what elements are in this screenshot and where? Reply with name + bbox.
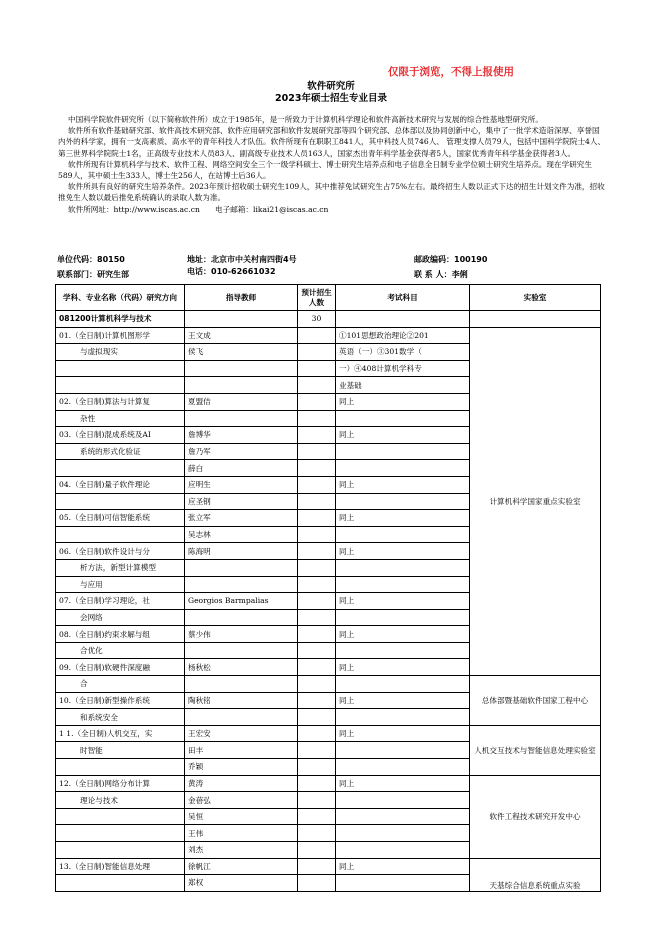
- exam-subjects: [336, 808, 470, 825]
- intro-contact-line: 软件所网址：http://www.iscas.ac.cn 电子邮箱：likai21@iscas.ac.cn: [68, 204, 329, 214]
- quota-cell: [298, 526, 336, 543]
- exam-subjects: 同上: [336, 626, 470, 643]
- research-direction: [56, 460, 185, 477]
- major-advisor-cell: [185, 311, 298, 328]
- research-direction: 杂性: [56, 410, 185, 427]
- exam-subjects: [336, 576, 470, 593]
- table-row: [56, 327, 601, 344]
- quota-cell: [298, 360, 336, 377]
- intro-paragraph: 软件所具有良好的研究生培养条件。2023年预计招收硕士研究生109人，其中推荐免试研究生占75%左右。最终招生人数以正式下达的招生计划文件为准，招收推免生人数以最后推免系统确认的录取人数为准。: [58, 182, 605, 203]
- exam-subjects: [336, 410, 470, 427]
- exam-subjects: [336, 742, 470, 759]
- quota-cell: [298, 609, 336, 626]
- watermark-notice: 仅限于浏览，不得上报使用: [388, 66, 514, 78]
- exam-subjects: 同上: [336, 593, 470, 610]
- exam-subjects: 同上: [336, 510, 470, 527]
- major-row: [56, 311, 601, 328]
- quota-cell: [298, 725, 336, 742]
- research-direction: 理论与技术: [56, 792, 185, 809]
- quota-cell: [298, 393, 336, 410]
- unit-code: 单位代码：80150: [57, 255, 125, 264]
- advisor: 杨秋松: [185, 659, 298, 676]
- advisor: 吴恒: [185, 808, 298, 825]
- quota-cell: [298, 410, 336, 427]
- research-direction: [56, 808, 185, 825]
- intro-paragraph: 软件所有软件基础研究部、软件高技术研究部、软件应用研究部和软件发展研究部等四个研究部、总体部以及协同创新中心，集中了一批学术造诣深厚、享誉国内外的科学家，拥有一支高素质、高水平的青年科技人才队伍。软件所现有在职职工841人，其中科技人员746人、 管理支撑人员79人，包括中国科学院院士4人、第三世界科学院院士1名，正高级专业技术人员83人、副高级专业技术人员163人，国家杰出青年科学基金获得者5人，国家优秀青年科学基金获得者3人。: [58, 126, 606, 158]
- research-direction: [56, 825, 185, 842]
- research-direction: 12.（全日制)网络分布计算: [56, 775, 185, 792]
- advisor: [185, 576, 298, 593]
- advisor: 侯飞: [185, 344, 298, 361]
- research-direction: [56, 842, 185, 859]
- major-exam-cell: [336, 311, 470, 328]
- exam-subjects: 一）④408计算机学科专: [336, 360, 470, 377]
- advisor: 乔颖: [185, 759, 298, 776]
- research-direction: 合: [56, 676, 185, 693]
- advisor: 吴志林: [185, 526, 298, 543]
- advisor: [185, 360, 298, 377]
- research-direction: 13.（全日制)智能信息处理: [56, 858, 185, 875]
- quota-cell: [298, 642, 336, 659]
- research-direction: 和系统安全: [56, 709, 185, 726]
- advisor: [185, 559, 298, 576]
- quota-cell: [298, 559, 336, 576]
- quota-cell: [298, 676, 336, 693]
- exam-subjects: [336, 842, 470, 859]
- exam-subjects: 同上: [336, 858, 470, 875]
- advisor: 詹乃军: [185, 443, 298, 460]
- research-direction: 05.（全日制)可信智能系统: [56, 510, 185, 527]
- exam-subjects: [336, 642, 470, 659]
- advisor: 王伟: [185, 825, 298, 842]
- advisor: 金蓓弘: [185, 792, 298, 809]
- table-row: [56, 725, 601, 742]
- research-direction: [56, 377, 185, 394]
- research-direction: 08.（全日制)约束求解与组: [56, 626, 185, 643]
- advisor: 张立军: [185, 510, 298, 527]
- advisor: 夏盟佶: [185, 393, 298, 410]
- advisor: [185, 676, 298, 693]
- quota-cell: [298, 427, 336, 444]
- major-quota: 30: [298, 311, 336, 328]
- quota-cell: [298, 659, 336, 676]
- research-direction: [56, 526, 185, 543]
- research-direction: 时智能: [56, 742, 185, 759]
- quota-cell: [298, 493, 336, 510]
- exam-subjects: 业基础: [336, 377, 470, 394]
- exam-subjects: 同上: [336, 692, 470, 709]
- advisor: Georgios Barmpalias: [185, 593, 298, 610]
- contact-person: 联 系 人：李俐: [414, 270, 468, 279]
- research-direction: 与应用: [56, 576, 185, 593]
- research-direction: 04.（全日制)量子软件理论: [56, 476, 185, 493]
- advisor: 应明生: [185, 476, 298, 493]
- advisor: 蔡少伟: [185, 626, 298, 643]
- exam-subjects: [336, 875, 470, 892]
- advisor: [185, 377, 298, 394]
- header-major: 学科、专业名称（代码）研究方向: [56, 285, 185, 311]
- phone: 电话：010-62661032: [187, 267, 276, 276]
- header-quota: 预计招生人数: [298, 285, 336, 311]
- advisor: 郑权: [185, 875, 298, 892]
- advisor: 薛白: [185, 460, 298, 477]
- advisor: 詹博华: [185, 427, 298, 444]
- advisor: [185, 410, 298, 427]
- intro-section: [58, 114, 606, 215]
- exam-subjects: [336, 493, 470, 510]
- address: 地址：北京市中关村南四街4号: [187, 255, 297, 264]
- quota-cell: [298, 742, 336, 759]
- research-direction: 系统的形式化验证: [56, 443, 185, 460]
- exam-subjects: 同上: [336, 476, 470, 493]
- quota-cell: [298, 510, 336, 527]
- exam-subjects: 英语（一）③301数学（: [336, 344, 470, 361]
- advisor: 陈海明: [185, 543, 298, 560]
- major-name: 081200计算机科学与技术: [56, 311, 185, 328]
- advisor: 应圣钢: [185, 493, 298, 510]
- lab-name: 总体部暨基础软件国家工程中心: [470, 676, 601, 726]
- header-advisor: 指导教师: [185, 285, 298, 311]
- advisor: 刘杰: [185, 842, 298, 859]
- quota-cell: [298, 443, 336, 460]
- exam-subjects: 同上: [336, 725, 470, 742]
- advisor: 陶秋铭: [185, 692, 298, 709]
- quota-cell: [298, 327, 336, 344]
- quota-cell: [298, 460, 336, 477]
- quota-cell: [298, 692, 336, 709]
- exam-subjects: [336, 609, 470, 626]
- research-direction: [56, 493, 185, 510]
- exam-subjects: [336, 460, 470, 477]
- advisor: 田丰: [185, 742, 298, 759]
- postal-code: 邮政编码：100190: [414, 255, 488, 264]
- exam-subjects: 同上: [336, 543, 470, 560]
- lab-name: 计算机科学国家重点实验室: [470, 327, 601, 675]
- exam-subjects: 同上: [336, 393, 470, 410]
- quota-cell: [298, 825, 336, 842]
- exam-subjects: [336, 526, 470, 543]
- exam-subjects: [336, 759, 470, 776]
- quota-cell: [298, 476, 336, 493]
- catalog-subtitle: 2023年硕士招生专业目录: [275, 93, 387, 104]
- exam-subjects: ①101思想政治理论②201: [336, 327, 470, 344]
- research-direction: 06.（全日制)软件设计与分: [56, 543, 185, 560]
- research-direction: 03.（全日制)混成系统及AI: [56, 427, 185, 444]
- major-lab-cell: [470, 311, 601, 328]
- table-row: [56, 858, 601, 875]
- intro-paragraph: 软件所现有计算机科学与技术、软件工程、网络空间安全三个一级学科硕士、博士研究生培养点和电子信息全日制专业学位硕士研究生培养点。现在学研究生589人，其中硕士生333人，博士生256人，在站博士后36人。: [58, 159, 592, 181]
- quota-cell: [298, 377, 336, 394]
- quota-cell: [298, 792, 336, 809]
- research-direction: 合优化: [56, 642, 185, 659]
- catalog-table: [55, 284, 601, 892]
- quota-cell: [298, 808, 336, 825]
- exam-subjects: [336, 443, 470, 460]
- quota-cell: [298, 576, 336, 593]
- advisor: [185, 709, 298, 726]
- quota-cell: [298, 626, 336, 643]
- advisor: 王文成: [185, 327, 298, 344]
- exam-subjects: 同上: [336, 427, 470, 444]
- header-exam: 考试科目: [336, 285, 470, 311]
- exam-subjects: [336, 792, 470, 809]
- advisor: 王宏安: [185, 725, 298, 742]
- advisor: 徐帆江: [185, 858, 298, 875]
- research-direction: 07.（全日制)学习理论，社: [56, 593, 185, 610]
- research-direction: [56, 759, 185, 776]
- research-direction: 02.（全日制)算法与计算复: [56, 393, 185, 410]
- quota-cell: [298, 759, 336, 776]
- exam-subjects: [336, 825, 470, 842]
- research-direction: 与虚拟现实: [56, 344, 185, 361]
- advisor: [185, 642, 298, 659]
- research-direction: [56, 360, 185, 377]
- quota-cell: [298, 344, 336, 361]
- quota-cell: [298, 858, 336, 875]
- table-header-row: [56, 285, 601, 311]
- quota-cell: [298, 543, 336, 560]
- exam-subjects: [336, 559, 470, 576]
- exam-subjects: [336, 709, 470, 726]
- header-lab: 实验室: [470, 285, 601, 311]
- lab-name: 人机交互技术与智能信息处理实验室: [470, 725, 601, 775]
- research-direction: 会网络: [56, 609, 185, 626]
- exam-subjects: [336, 676, 470, 693]
- lab-name: 软件工程技术研究开发中心: [470, 775, 601, 858]
- advisor: [185, 609, 298, 626]
- quota-cell: [298, 842, 336, 859]
- research-direction: 09.（全日制)软硬件深度融: [56, 659, 185, 676]
- research-direction: 1 1.（全日制)人机交互，实: [56, 725, 185, 742]
- table-row: [56, 676, 601, 693]
- contact-department: 联系部门：研究生部: [57, 270, 129, 279]
- table-row: [56, 775, 601, 792]
- research-direction: [56, 875, 185, 892]
- quota-cell: [298, 875, 336, 892]
- lab-name: 天基综合信息系统重点实验: [470, 858, 601, 891]
- quota-cell: [298, 709, 336, 726]
- research-direction: 析方法，新型计算模型: [56, 559, 185, 576]
- exam-subjects: 同上: [336, 659, 470, 676]
- intro-paragraph: 中国科学院软件研究所（以下简称软件所）成立于1985年，是一所致力于计算机科学理论和软件高新技术研究与发展的综合性基地型研究所。: [68, 115, 543, 124]
- advisor: 黄涛: [185, 775, 298, 792]
- exam-subjects: 同上: [336, 775, 470, 792]
- research-direction: 10.（全日制)新型操作系统: [56, 692, 185, 709]
- research-direction: 01.（全日制)计算机图形学: [56, 327, 185, 344]
- quota-cell: [298, 775, 336, 792]
- institute-title: 软件研究所: [307, 81, 355, 92]
- quota-cell: [298, 593, 336, 610]
